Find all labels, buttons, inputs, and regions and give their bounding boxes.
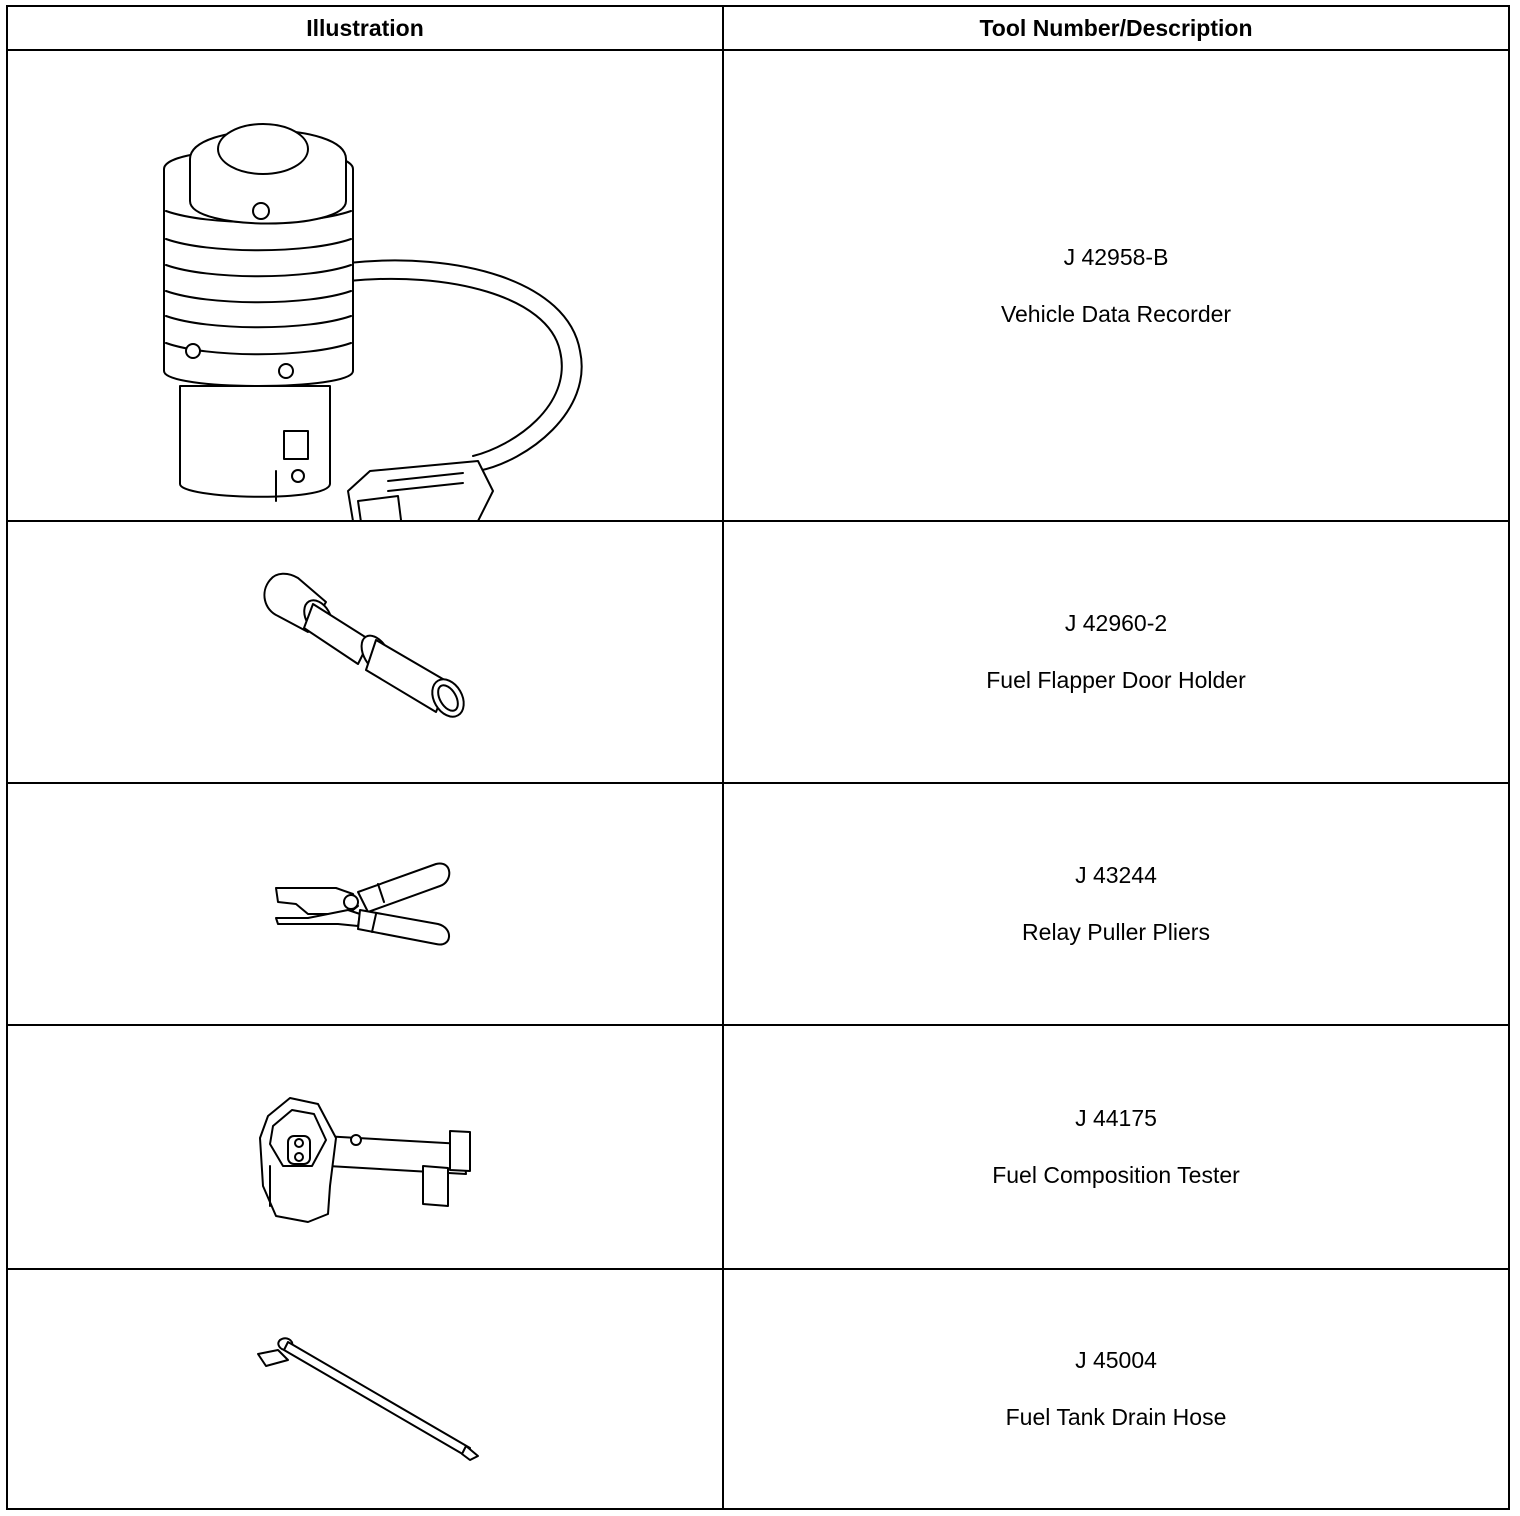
table-row bbox=[7, 50, 1509, 521]
tool-description-cell bbox=[723, 783, 1509, 1025]
vehicle-data-recorder-illustration bbox=[8, 51, 724, 520]
tool-name: Fuel Tank Drain Hose bbox=[1005, 1404, 1227, 1430]
fuel-composition-tester-illustration bbox=[8, 1026, 724, 1268]
relay-puller-pliers-illustration bbox=[8, 784, 724, 1024]
tool-number: J 42960-2 bbox=[1064, 610, 1168, 636]
tool-description-cell bbox=[723, 1025, 1509, 1269]
tool-number: J 44175 bbox=[1075, 1105, 1157, 1131]
header-tool-description: Tool Number/Description bbox=[723, 6, 1509, 50]
tool-name: Vehicle Data Recorder bbox=[1000, 300, 1232, 327]
tool-number: J 45004 bbox=[1075, 1347, 1157, 1373]
table-row bbox=[7, 521, 1509, 783]
flapper-door-holder-illustration bbox=[8, 522, 724, 782]
special-tools-table bbox=[6, 5, 1510, 1510]
header-illustration: Illustration bbox=[7, 6, 723, 50]
tool-name: Fuel Flapper Door Holder bbox=[986, 667, 1246, 693]
header-row bbox=[7, 6, 1509, 50]
illustration-cell bbox=[7, 50, 723, 521]
fuel-tank-drain-hose-illustration bbox=[8, 1270, 724, 1508]
tool-description-cell bbox=[723, 50, 1509, 521]
tool-number: J 42958-B bbox=[1063, 243, 1169, 270]
tool-description-cell bbox=[723, 1269, 1509, 1509]
illustration-cell bbox=[7, 521, 723, 783]
tool-name: Relay Puller Pliers bbox=[1022, 919, 1210, 945]
table-row bbox=[7, 783, 1509, 1025]
tool-description-cell bbox=[723, 521, 1509, 783]
tool-number: J 43244 bbox=[1075, 862, 1157, 888]
illustration-cell bbox=[7, 1269, 723, 1509]
tool-name: Fuel Composition Tester bbox=[992, 1162, 1240, 1188]
table-row bbox=[7, 1025, 1509, 1269]
illustration-cell bbox=[7, 1025, 723, 1269]
table-row bbox=[7, 1269, 1509, 1509]
illustration-cell bbox=[7, 783, 723, 1025]
